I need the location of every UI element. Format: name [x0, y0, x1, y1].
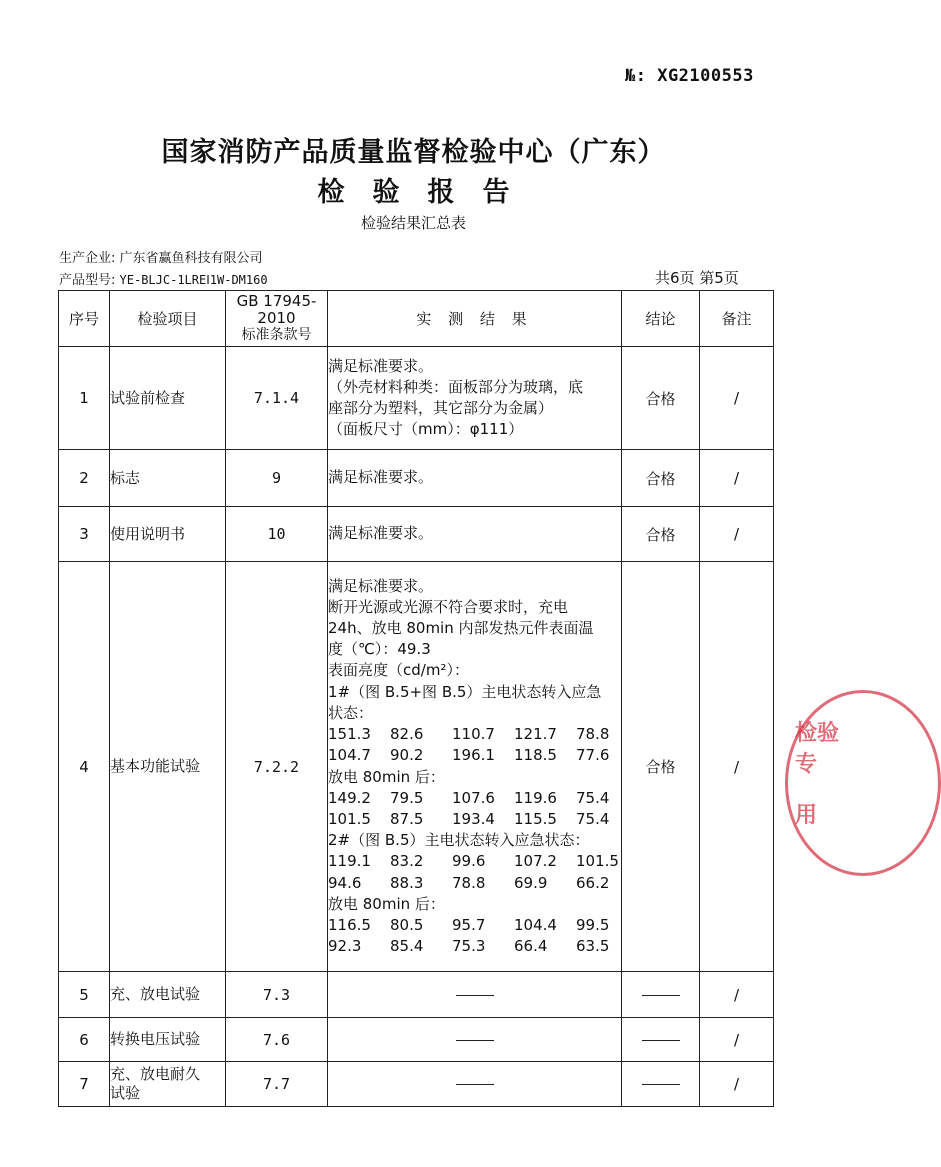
header-item: 检验项目	[110, 291, 226, 347]
row-remark: /	[700, 1018, 774, 1062]
results-table	[58, 290, 774, 1107]
header-conclusion: 结论	[622, 291, 700, 347]
result-line: 断开光源或光源不符合要求时，充电	[328, 597, 569, 616]
report-title: 国家消防产品质量监督检验中心（广东）	[161, 137, 666, 168]
value-row	[328, 936, 621, 957]
row-remark: /	[700, 507, 774, 562]
value-row	[328, 724, 621, 745]
luminance-value: 90.2	[390, 746, 424, 765]
row-result	[328, 972, 622, 1018]
luminance-value: 63.5	[576, 937, 610, 956]
row-item: 标志	[110, 450, 226, 507]
luminance-value: 87.5	[390, 809, 424, 828]
row-clause: 7.3	[226, 972, 328, 1018]
row-result	[328, 450, 622, 507]
table-row	[59, 972, 774, 1018]
dash-mark	[642, 1084, 680, 1085]
value-row	[328, 915, 621, 936]
manufacturer-value: 广东省赢鱼科技有限公司	[119, 251, 263, 266]
row-conclusion	[622, 972, 700, 1018]
luminance-value: 78.8	[452, 873, 486, 892]
luminance-value: 115.5	[514, 809, 557, 828]
luminance-value: 92.3	[328, 937, 362, 956]
result-line: 表面亮度（cd/m²）：	[328, 661, 469, 680]
luminance-value: 107.6	[452, 788, 495, 807]
dash-mark	[642, 1040, 680, 1041]
row-conclusion: 合格	[622, 347, 700, 450]
row-conclusion: 合格	[622, 450, 700, 507]
row-remark: /	[700, 562, 774, 972]
result-line: 度（℃）：49.3	[328, 640, 431, 659]
result-line: 满足标准要求。	[328, 468, 434, 487]
luminance-value: 83.2	[390, 852, 424, 871]
luminance-value: 104.4	[514, 915, 557, 934]
row-result	[328, 562, 622, 972]
value-row	[328, 788, 621, 809]
table-row	[59, 1062, 774, 1107]
table-row	[59, 507, 774, 562]
row-item: 基本功能试验	[110, 562, 226, 972]
row-remark: /	[700, 972, 774, 1018]
luminance-value: 66.2	[576, 873, 610, 892]
luminance-value: 110.7	[452, 725, 495, 744]
luminance-value: 149.2	[328, 788, 371, 807]
luminance-value: 75.4	[576, 809, 610, 828]
luminance-value: 193.4	[452, 809, 495, 828]
luminance-value: 101.5	[576, 852, 619, 871]
row-conclusion: 合格	[622, 507, 700, 562]
value-row	[328, 809, 621, 830]
luminance-value: 69.9	[514, 873, 548, 892]
table-row	[59, 1018, 774, 1062]
result-line: 座部分为塑料，其它部分为金属）	[328, 399, 554, 417]
header-clause: 标准条款号	[241, 327, 312, 343]
header-remark: 备注	[700, 291, 774, 347]
luminance-value: 99.6	[452, 852, 486, 871]
row-seq: 3	[59, 507, 110, 562]
dash-mark	[456, 1040, 494, 1041]
luminance-value: 75.4	[576, 788, 610, 807]
row-item: 充、放电试验	[110, 972, 226, 1018]
header-standard-clause	[226, 291, 328, 347]
luminance-value: 121.7	[514, 725, 557, 744]
report-number: №: XG2100553	[625, 66, 754, 86]
luminance-value: 99.5	[576, 915, 610, 934]
header-seq: 序号	[59, 291, 110, 347]
row-clause: 7.2.2	[226, 562, 328, 972]
result-line: 2#（图 B.5）主电状态转入应急状态：	[328, 831, 590, 850]
result-line: （外壳材料种类：面板部分为玻璃，底	[328, 377, 584, 396]
row-remark: /	[700, 347, 774, 450]
model-label: 产品型号:	[59, 273, 116, 288]
row-result	[328, 1062, 622, 1107]
luminance-value: 151.3	[328, 725, 371, 744]
manufacturer-line	[59, 247, 263, 266]
page-info: 共6页 第5页	[655, 269, 739, 287]
row-item: 使用说明书	[110, 507, 226, 562]
result-line: 状态：	[328, 703, 374, 722]
row-seq: 7	[59, 1062, 110, 1107]
dash-mark	[456, 995, 494, 996]
row-item: 转换电压试验	[110, 1018, 226, 1062]
row-seq: 4	[59, 562, 110, 972]
value-row	[328, 851, 621, 872]
luminance-value: 118.5	[514, 746, 557, 765]
luminance-value: 94.6	[328, 873, 362, 892]
luminance-value: 80.5	[390, 915, 424, 934]
row-clause: 7.1.4	[226, 347, 328, 450]
luminance-value: 119.6	[514, 788, 557, 807]
row-seq: 6	[59, 1018, 110, 1062]
luminance-value: 119.1	[328, 852, 371, 871]
luminance-value: 196.1	[452, 746, 495, 765]
table-row	[59, 450, 774, 507]
luminance-value: 79.5	[390, 788, 424, 807]
row-seq: 1	[59, 347, 110, 450]
result-line: 放电 80min 后：	[328, 894, 445, 913]
table-row	[59, 562, 774, 972]
table-row	[59, 347, 774, 450]
row-result	[328, 507, 622, 562]
header-result: 实 测 结 果	[328, 291, 622, 347]
row-conclusion: 合格	[622, 562, 700, 972]
row-clause: 7.7	[226, 1062, 328, 1107]
manufacturer-label: 生产企业:	[59, 251, 116, 266]
row-conclusion	[622, 1018, 700, 1062]
row-seq: 5	[59, 972, 110, 1018]
table-header-row	[59, 291, 774, 347]
luminance-value: 77.6	[576, 746, 610, 765]
stamp-text-top: 检验专	[795, 721, 840, 777]
row-remark: /	[700, 1062, 774, 1107]
value-row	[328, 873, 621, 894]
result-line: 满足标准要求。	[328, 356, 434, 375]
luminance-value: 116.5	[328, 915, 371, 934]
result-line: 24h、放电 80min 内部发热元件表面温	[328, 619, 594, 638]
luminance-value: 66.4	[514, 937, 548, 956]
luminance-value: 88.3	[390, 873, 424, 892]
luminance-value: 95.7	[452, 915, 486, 934]
row-item-line: 试验	[110, 1084, 141, 1102]
model-value: YE-BLJC-1LREⅠ1W-DM160	[119, 273, 268, 287]
luminance-value: 82.6	[390, 725, 424, 744]
row-item-line: 充、放电耐久	[110, 1065, 201, 1083]
header-standard: GB 17945-2010	[236, 292, 317, 327]
luminance-value: 101.5	[328, 809, 371, 828]
dash-mark	[642, 995, 680, 996]
row-clause: 9	[226, 450, 328, 507]
dash-mark	[456, 1084, 494, 1085]
row-item	[110, 1062, 226, 1107]
luminance-value: 107.2	[514, 852, 557, 871]
row-result	[328, 1018, 622, 1062]
row-clause: 10	[226, 507, 328, 562]
row-seq: 2	[59, 450, 110, 507]
result-line: （面板尺寸（mm）：φ111）	[328, 420, 524, 439]
row-result	[328, 347, 622, 450]
luminance-value: 85.4	[390, 937, 424, 956]
row-clause: 7.6	[226, 1018, 328, 1062]
row-item: 试验前检查	[110, 347, 226, 450]
result-line: 满足标准要求。	[328, 524, 434, 543]
row-conclusion	[622, 1062, 700, 1107]
result-line: 放电 80min 后：	[328, 767, 445, 786]
row-remark: /	[700, 450, 774, 507]
value-row	[328, 745, 621, 766]
model-line	[59, 269, 268, 288]
luminance-value: 78.8	[576, 725, 610, 744]
inspection-stamp	[785, 690, 845, 870]
stamp-text-bottom: 用	[795, 803, 818, 828]
result-line: 1#（图 B.5+图 B.5）主电状态转入应急	[328, 682, 602, 701]
luminance-value: 104.7	[328, 746, 371, 765]
report-subtitle: 检验报告	[317, 177, 538, 208]
luminance-value: 75.3	[452, 937, 486, 956]
result-line: 满足标准要求。	[328, 576, 434, 595]
table-caption: 检验结果汇总表	[360, 214, 466, 232]
